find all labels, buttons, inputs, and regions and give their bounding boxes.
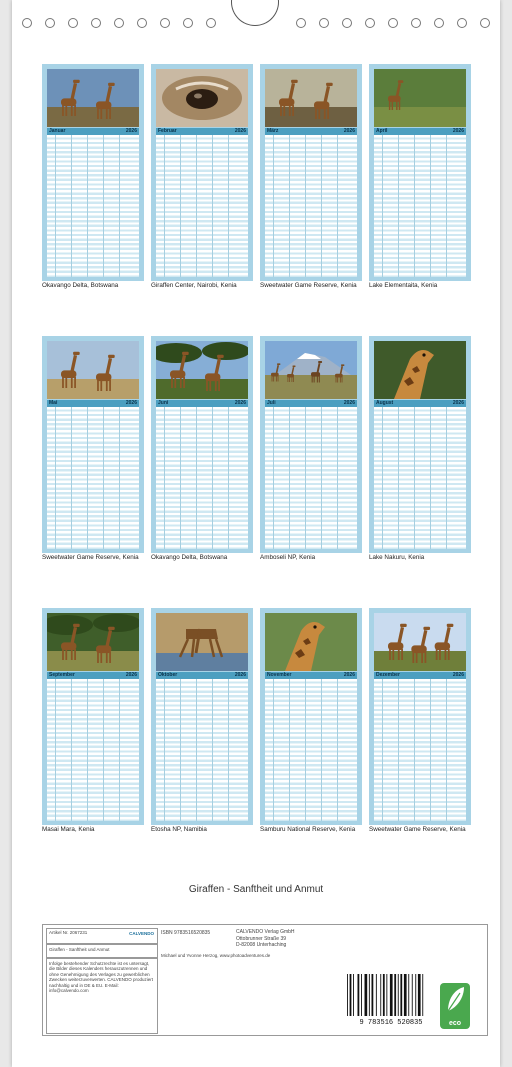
grid-column-line	[382, 407, 383, 549]
barcode-bar	[358, 974, 360, 1016]
grid-column-line	[305, 407, 306, 549]
month-header	[374, 400, 466, 407]
publisher-line: Ottobrunner Straße 39	[236, 935, 287, 942]
grid-column-line	[180, 135, 181, 277]
month-name: Oktober	[158, 672, 178, 678]
month-name: Februar	[158, 128, 177, 134]
isbn: ISBN 9783516520835	[161, 930, 211, 936]
grid-column-line	[212, 135, 213, 277]
month-year: 2026	[125, 400, 137, 406]
month-name: Juli	[267, 400, 276, 406]
month-header	[156, 128, 248, 135]
grid-column-line	[337, 679, 338, 821]
month-name: Januar	[49, 128, 66, 134]
binding-hole	[319, 18, 329, 28]
legal-text: Infolge bestehender Schutzrechte ist es untersagt, die Bilder dieses Kalenders herauszutrennen und ohne Genehmigung des Verlages zu gewerblichen Zwecken weiterzuverwerten. CALVENDO produziert nachhaltig und in DE & EU. E-Mail: info@calvendo.com	[49, 961, 153, 994]
day-grid	[265, 407, 357, 549]
barcode-bar	[350, 974, 352, 1016]
authors: Michael und Yvonne Herzog, www.photoadventures.de	[161, 953, 271, 958]
grid-column-line	[321, 135, 322, 277]
grid-column-line	[228, 679, 229, 821]
grid-column-line	[414, 135, 415, 277]
day-grid	[374, 679, 466, 821]
barcode-bar	[361, 974, 362, 1016]
grid-column-line	[71, 407, 72, 549]
barcode-bar	[400, 974, 402, 1016]
barcode-bar	[394, 974, 396, 1016]
month-photo	[265, 341, 357, 399]
day-grid	[156, 679, 248, 821]
day-grid	[47, 135, 139, 277]
grid-column-line	[228, 407, 229, 549]
grid-column-line	[382, 679, 383, 821]
grid-column-line	[398, 407, 399, 549]
grid-column-line	[305, 135, 306, 277]
eco-badge	[440, 983, 470, 1029]
binding-hole	[183, 18, 193, 28]
month-photo	[374, 69, 466, 127]
barcode-bar	[380, 974, 381, 1016]
day-grid	[374, 135, 466, 277]
grid-column-line	[55, 135, 56, 277]
grid-column-line	[103, 135, 104, 277]
binding-hole	[206, 18, 216, 28]
month-year: 2026	[452, 672, 464, 678]
grid-column-line	[55, 407, 56, 549]
photo-caption: Samburu National Reserve, Kenia	[260, 826, 356, 833]
month-panel	[151, 336, 253, 553]
grid-column-line	[119, 679, 120, 821]
binding-hole	[411, 18, 421, 28]
grid-column-line	[212, 407, 213, 549]
grid-column-line	[180, 407, 181, 549]
grid-column-line	[446, 135, 447, 277]
article-number: Artikel Nr. 2067231	[49, 930, 88, 935]
grid-column-line	[289, 135, 290, 277]
binding-hole	[68, 18, 78, 28]
day-grid	[156, 407, 248, 549]
barcode-bar	[408, 974, 409, 1016]
month-header	[374, 672, 466, 679]
article-cell	[46, 928, 158, 944]
photo-caption: Sweetwater Game Reserve, Kenia	[42, 554, 139, 561]
binding-hole	[342, 18, 352, 28]
grid-column-line	[430, 135, 431, 277]
grid-column-line	[446, 679, 447, 821]
title-cell	[46, 944, 158, 958]
day-grid	[374, 407, 466, 549]
short-title: Giraffen - Sanftheit und Anmut	[49, 947, 110, 952]
grid-column-line	[164, 135, 165, 277]
grid-column-line	[430, 407, 431, 549]
photo-caption: Okavango Delta, Botswana	[42, 282, 119, 289]
imprint-box	[42, 924, 488, 1036]
barcode-bar	[415, 974, 416, 1016]
barcode-bar	[383, 974, 385, 1016]
month-panel	[369, 64, 471, 281]
month-name: September	[49, 672, 75, 678]
grid-column-line	[87, 135, 88, 277]
month-name: Mai	[49, 400, 58, 406]
month-panel	[260, 64, 362, 281]
grid-column-line	[273, 135, 274, 277]
binding-hole	[160, 18, 170, 28]
binding-hole	[114, 18, 124, 28]
month-photo	[47, 613, 139, 671]
month-year: 2026	[452, 128, 464, 134]
month-header	[265, 128, 357, 135]
month-photo	[156, 69, 248, 127]
month-photo	[265, 69, 357, 127]
grid-column-line	[289, 407, 290, 549]
barcode-bar	[369, 974, 370, 1016]
grid-column-line	[119, 407, 120, 549]
month-header	[156, 400, 248, 407]
grid-column-line	[55, 679, 56, 821]
month-header	[47, 400, 139, 407]
calendar-title: Giraffen - Sanftheit und Anmut	[188, 884, 324, 895]
grid-column-line	[71, 135, 72, 277]
month-header	[265, 400, 357, 407]
month-name: November	[267, 672, 292, 678]
month-header	[47, 128, 139, 135]
brand-logo: CALVENDO	[129, 931, 154, 936]
month-panel	[260, 608, 362, 825]
month-photo	[47, 341, 139, 399]
photo-caption: Sweetwater Game Reserve, Kenia	[369, 826, 466, 833]
month-year: 2026	[234, 128, 246, 134]
photo-caption: Amboseli NP, Kenia	[260, 554, 316, 561]
month-panel	[42, 64, 144, 281]
grid-column-line	[337, 135, 338, 277]
month-photo	[265, 613, 357, 671]
barcode-number: 9 783516 520835	[359, 1019, 423, 1027]
grid-column-line	[430, 679, 431, 821]
grid-column-line	[289, 679, 290, 821]
month-year: 2026	[343, 672, 355, 678]
month-panel	[42, 336, 144, 553]
grid-column-line	[103, 407, 104, 549]
month-year: 2026	[234, 400, 246, 406]
grid-column-line	[321, 679, 322, 821]
grid-column-line	[196, 407, 197, 549]
binding-hole	[457, 18, 467, 28]
day-grid	[265, 679, 357, 821]
month-photo	[47, 69, 139, 127]
month-panel	[151, 64, 253, 281]
month-name: März	[267, 128, 279, 134]
binding-hole	[137, 18, 147, 28]
binding-hole	[45, 18, 55, 28]
binding-hole	[22, 18, 32, 28]
grid-column-line	[305, 679, 306, 821]
month-photo	[374, 613, 466, 671]
grid-column-line	[196, 135, 197, 277]
barcode-bar	[347, 974, 348, 1016]
month-header	[47, 672, 139, 679]
barcode-bar	[353, 974, 354, 1016]
grid-column-line	[228, 135, 229, 277]
photo-caption: Okavango Delta, Botswana	[151, 554, 228, 561]
binding-hole	[480, 18, 490, 28]
barcode-bar	[418, 974, 421, 1016]
day-grid	[47, 407, 139, 549]
month-panel	[369, 336, 471, 553]
month-name: April	[376, 128, 388, 134]
month-name: Dezember	[376, 672, 400, 678]
barcode-bar	[412, 974, 413, 1016]
grid-column-line	[87, 679, 88, 821]
binding-hole	[296, 18, 306, 28]
grid-column-line	[273, 679, 274, 821]
publisher-line: D-82008 Unterhaching	[236, 942, 287, 948]
calendar-page	[12, 0, 500, 1067]
barcode-bar	[386, 974, 387, 1016]
barcode-bar	[365, 974, 368, 1016]
binding-hole	[91, 18, 101, 28]
grid-column-line	[71, 679, 72, 821]
month-photo	[156, 341, 248, 399]
grid-column-line	[164, 679, 165, 821]
month-header	[374, 128, 466, 135]
grid-column-line	[446, 407, 447, 549]
barcode	[341, 970, 441, 1028]
month-panel	[42, 608, 144, 825]
publisher-line: CALVENDO Verlag GmbH	[236, 929, 295, 935]
grid-column-line	[119, 135, 120, 277]
binding-holes	[12, 14, 500, 34]
grid-column-line	[196, 679, 197, 821]
barcode-bar	[390, 974, 393, 1016]
barcode-bar	[404, 974, 407, 1016]
photo-caption: Lake Nakuru, Kenia	[369, 554, 425, 561]
month-photo	[156, 613, 248, 671]
grid-column-line	[103, 679, 104, 821]
month-header	[265, 672, 357, 679]
month-year: 2026	[452, 400, 464, 406]
month-year: 2026	[343, 128, 355, 134]
month-panel	[260, 336, 362, 553]
month-photo	[374, 341, 466, 399]
binding-hole	[365, 18, 375, 28]
grid-column-line	[337, 407, 338, 549]
barcode-bar	[372, 974, 374, 1016]
grid-column-line	[398, 135, 399, 277]
grid-column-line	[321, 407, 322, 549]
grid-column-line	[398, 679, 399, 821]
barcode-bar	[376, 974, 377, 1016]
grid-column-line	[414, 679, 415, 821]
barcode-bar	[398, 974, 399, 1016]
photo-caption: Sweetwater Game Reserve, Kenia	[260, 282, 357, 289]
binding-hole	[434, 18, 444, 28]
month-year: 2026	[343, 400, 355, 406]
month-panel	[369, 608, 471, 825]
day-grid	[47, 679, 139, 821]
month-name: August	[376, 400, 394, 406]
grid-column-line	[87, 407, 88, 549]
month-name: Juni	[158, 400, 169, 406]
photo-caption: Giraffen Center, Nairobi, Kenia	[151, 282, 237, 289]
grid-column-line	[164, 407, 165, 549]
grid-column-line	[382, 135, 383, 277]
publisher-address	[236, 929, 295, 949]
binding-hole	[388, 18, 398, 28]
month-year: 2026	[234, 672, 246, 678]
leaf-icon	[440, 983, 470, 1017]
legal-cell	[46, 958, 158, 1034]
photo-caption: Lake Elementaita, Kenia	[369, 282, 438, 289]
month-year: 2026	[125, 128, 137, 134]
barcode-bar	[422, 974, 423, 1016]
month-header	[156, 672, 248, 679]
month-year: 2026	[125, 672, 137, 678]
day-grid	[156, 135, 248, 277]
grid-column-line	[273, 407, 274, 549]
photo-caption: Masai Mara, Kenia	[42, 826, 95, 833]
grid-column-line	[212, 679, 213, 821]
month-panel	[151, 608, 253, 825]
grid-column-line	[414, 407, 415, 549]
grid-column-line	[180, 679, 181, 821]
eco-label: eco	[448, 1020, 462, 1027]
day-grid	[265, 135, 357, 277]
photo-caption: Etosha NP, Namibia	[151, 826, 207, 833]
